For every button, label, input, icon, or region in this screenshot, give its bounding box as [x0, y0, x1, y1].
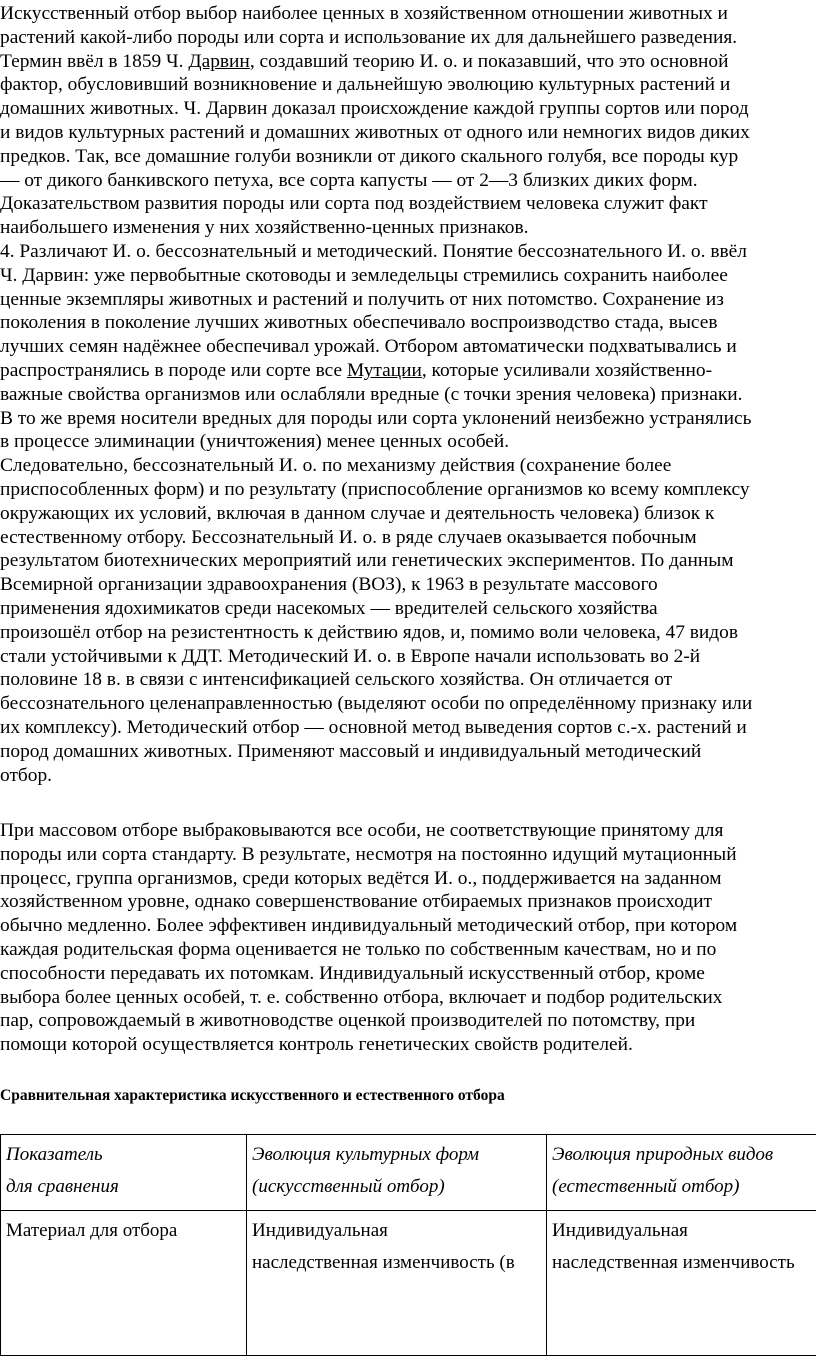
text-line: ценные экземпляры животных и растений и получить от них потомство. Сохранение из [0, 288, 816, 312]
cell-text: Индивидуальная [552, 1215, 816, 1247]
text-line: окружающих их условий, включая в данном случае и деятельность человека) близок к [0, 502, 816, 526]
cell-text: наследственная изменчивость [552, 1247, 816, 1279]
text-line: растений какой-либо породы или сорта и использование их для дальнейшего разведения. [0, 26, 816, 50]
table-heading: Сравнительная характеристика искусственного и естественного отбора [0, 1087, 505, 1105]
cell-text: Материал для отбора [6, 1215, 246, 1247]
table-header-cell [247, 1135, 547, 1211]
text-line: хозяйственном уровне, однако совершенствование отбираемых признаков происходит [0, 890, 816, 914]
text-line: предков. Так, все домашние голуби возникли от дикого скального голубя, все породы кур [0, 145, 816, 169]
cell-text: Эволюция природных видов [552, 1139, 816, 1171]
text-line: применения ядохимикатов среди насекомых — вредителей сельского хозяйства [0, 597, 816, 621]
cell-text: Индивидуальная [252, 1215, 546, 1247]
paragraph [0, 819, 816, 1057]
cell-text: Эволюция культурных форм [252, 1139, 546, 1171]
hyperlink[interactable]: Мутации [347, 360, 422, 381]
text-line: Следовательно, бессознательный И. о. по механизму действия (сохранение более [0, 454, 816, 478]
cell-text: (искусственный отбор) [252, 1171, 546, 1203]
text-line: лучших семян надёжнее обеспечивал урожай. Отбором автоматически подхватывались и [0, 335, 816, 359]
text-line: 4. Различают И. о. бессознательный и методический. Понятие бессознательного И. о. ввёл [0, 240, 816, 264]
text-line: важные свойства организмов или ослабляли вредные (с точки зрения человека) признаки. [0, 383, 816, 407]
table-row [1, 1211, 816, 1356]
text-line: и видов культурных растений и домашних животных от одного или немногих видов диких [0, 121, 816, 145]
text-line: наибольшего изменения у них хозяйственно-ценных признаков. [0, 216, 816, 240]
table-cell [247, 1211, 547, 1356]
text-line: стали устойчивыми к ДДТ. Методический И. о. в Европе начали использовать во 2-й [0, 645, 816, 669]
paragraph [0, 2, 816, 787]
cell-text: (естественный отбор) [552, 1171, 816, 1203]
text-line: При массовом отборе выбраковываются все особи, не соответствующие принятому для [0, 819, 816, 843]
comparison-table [0, 1134, 816, 1356]
text-line: результатом биотехнических мероприятий или генетических экспериментов. По данным [0, 549, 816, 573]
text-line [0, 50, 816, 74]
table-header-cell [1, 1135, 247, 1211]
table-header-cell [547, 1135, 816, 1211]
text-line: породы или сорта стандарту. В результате, несмотря на постоянно идущий мутационный [0, 843, 816, 867]
text-line: процесс, группа организмов, среди которых ведётся И. о., поддерживается на заданном [0, 867, 816, 891]
text-line: домашних животных. Ч. Дарвин доказал происхождение каждой группы сортов или пород [0, 97, 816, 121]
text-line: произошёл отбор на резистентность к действию ядов, и, помимо воли человека, 47 видов [0, 621, 816, 645]
cell-text: для сравнения [6, 1171, 246, 1203]
text-line: пород домашних животных. Применяют массовый и индивидуальный методический [0, 740, 816, 764]
cell-text: Показатель [6, 1139, 246, 1171]
hyperlink[interactable]: Дарвин [188, 51, 249, 72]
text-line: отбор. [0, 764, 816, 788]
text-line: Доказательством развития породы или сорта под воздействием человека служит факт [0, 192, 816, 216]
table-cell [1, 1211, 247, 1356]
text-run: распространялись в породе или сорте все [0, 360, 347, 381]
text-line: в процессе элиминации (уничтожения) менее ценных особей. [0, 430, 816, 454]
cell-text: наследственная изменчивость (в [252, 1247, 546, 1279]
text-line: бессознательного целенаправленностью (выделяют особи по определённому признаку или [0, 692, 816, 716]
text-run: , создавший теорию И. о. и показавший, что это основной [250, 51, 729, 72]
text-line: пар, сопровождаемый в животноводстве оценкой производителей по потомству, при [0, 1009, 816, 1033]
text-run: Термин ввёл в 1859 Ч. [0, 51, 188, 72]
text-line: фактор, обусловивший возникновение и дальнейшую эволюцию культурных растений и [0, 73, 816, 97]
text-line: Искусственный отбор выбор наиболее ценных в хозяйственном отношении животных и [0, 2, 816, 26]
text-line: поколения в поколение лучших животных обеспечивало воспроизводство стада, высев [0, 311, 816, 335]
text-line: помощи которой осуществляется контроль генетических свойств родителей. [0, 1033, 816, 1057]
text-line: приспособленных форм) и по результату (приспособление организмов ко всему комплексу [0, 478, 816, 502]
text-line: В то же время носители вредных для породы или сорта уклонений неизбежно устранялись [0, 407, 816, 431]
text-line: половине 18 в. в связи с интенсификацией сельского хозяйства. Он отличается от [0, 668, 816, 692]
table-cell [547, 1211, 816, 1356]
text-line: Всемирной организации здравоохранения (ВОЗ), к 1963 в результате массового [0, 573, 816, 597]
text-run: , которые усиливали хозяйственно- [422, 360, 712, 381]
text-line: выбора более ценных особей, т. е. собственно отбора, включает и подбор родительских [0, 986, 816, 1010]
text-line: способности передавать их потомкам. Индивидуальный искусственный отбор, кроме [0, 962, 816, 986]
text-line: каждая родительская форма оценивается не только по собственным качествам, но и по [0, 938, 816, 962]
text-line: естественному отбору. Бессознательный И. о. в ряде случаев оказывается побочным [0, 526, 816, 550]
text-line: — от дикого банкивского петуха, все сорта капусты — от 2—3 близких диких форм. [0, 169, 816, 193]
table-header-row [1, 1135, 816, 1211]
text-line: Ч. Дарвин: уже первобытные скотоводы и земледельцы стремились сохранить наиболее [0, 264, 816, 288]
text-line: их комплексу). Методический отбор — основной метод выведения сортов с.-х. растений и [0, 716, 816, 740]
text-line: обычно медленно. Более эффективен индивидуальный методический отбор, при котором [0, 914, 816, 938]
text-line [0, 359, 816, 383]
